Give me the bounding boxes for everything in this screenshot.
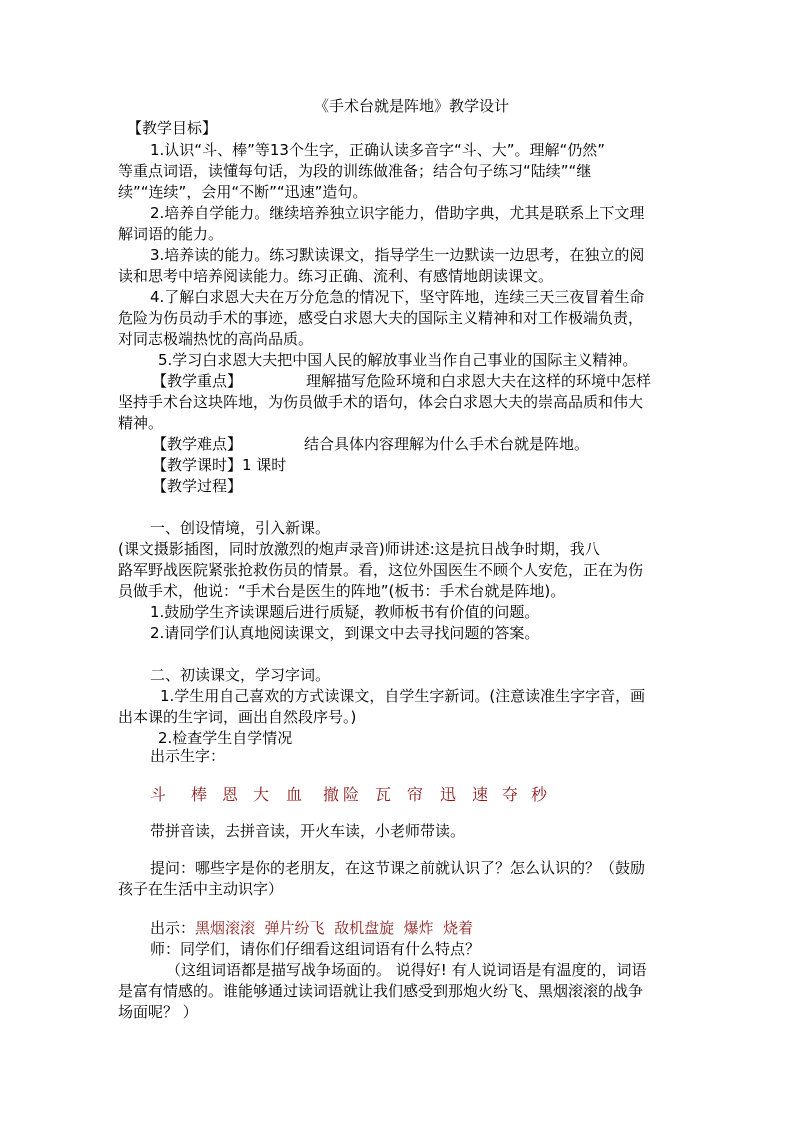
section-2-title: 二、初读课文，学习字词。	[150, 666, 331, 684]
teacher-line-2: （这组词语都是描写战争场面的。 说得好! 有人说词语是有温度的，词语	[166, 961, 647, 979]
section-1-line-2: 路军野战医院紧张抢救伤员的情景。看，这位外国医生不顾个人安危，正在为伤	[118, 561, 644, 579]
key-line-2: 坚持手术台这块阵地，为伤员做手术的语句，体会白求恩大夫的崇高品质和伟大	[118, 393, 644, 411]
show-label: 出示：	[150, 919, 196, 937]
char: 瓦	[375, 785, 392, 804]
page-title: 《手术台就是阵地》教学设计	[314, 97, 510, 115]
goal-3-line-2: 读和思考中培养阅读能力。练习正确、流利、有感情地朗读课文。	[118, 267, 554, 285]
section-2-line-3: 2.检查学生自学情况	[158, 729, 293, 747]
goal-3-line-1: 3.培养读的能力。练习默读课文，指导学生一边默读一边思考，在独立的阅	[150, 246, 645, 264]
char: 帘	[407, 785, 424, 804]
char: 秒	[531, 785, 548, 804]
goal-2-line-2: 解词语的能力。	[118, 225, 224, 243]
char: 迅	[440, 785, 457, 804]
char: 速	[472, 785, 489, 804]
char: 斗	[150, 785, 167, 804]
char: 夺	[502, 785, 519, 804]
section-1-line-3: 员做手术，他说：“手术台是医生的阵地”(板书：手术台就是阵地)。	[118, 582, 566, 600]
goal-4-line-1: 4.了解白求恩大夫在万分危急的情况下，坚守阵地，连续三天三夜冒着生命	[150, 288, 645, 306]
teacher-line-1: 师：同学们，请你们仔细看这组词语有什么特点？	[150, 940, 481, 958]
teacher-line-3: 是富有情感的。谁能够通过读词语就让我们感受到那炮火纷飞、黑烟滚滚的战争	[118, 982, 644, 1000]
goal-5-line-1: 5.学习白求恩大夫把中国人民的解放事业当作自己事业的国际主义精神。	[158, 351, 638, 369]
word-list: 黑烟滚滚 弹片纷飞 敌机盘旋 爆炸 烧着	[195, 919, 474, 937]
goal-4-line-2: 危险为伤员动手术的事迹，感受白求恩大夫的国际主义精神和对工作极端负责，	[118, 309, 644, 327]
goal-2-line-1: 2.培养自学能力。继续培养独立识字能力，借助字典，尤其是联系上下文理	[150, 204, 645, 222]
goal-1-line-1: 1.认识“斗、棒”等13个生字，正确认读多音字“斗、大”。理解“仍然”	[150, 141, 606, 159]
section-2-line-2: 出本课的生字词，画出自然段序号。)	[118, 708, 357, 726]
char: 撤	[323, 785, 340, 804]
difficulty-heading: 【教学难点】	[152, 435, 243, 453]
char: 棒	[191, 785, 208, 804]
words-line	[150, 918, 473, 939]
goal-4-line-3: 对同志极端热忱的高尚品质。	[118, 330, 314, 348]
process-heading: 【教学过程】	[152, 477, 243, 495]
reading-methods: 带拼音读，去拼音读，开火车读，小老师带读。	[150, 822, 466, 840]
section-2-line-1: 1.学生用自己喜欢的方式读课文，自学生字新词。(注意读准生字字音，画	[160, 687, 646, 705]
hours-line: 【教学课时】1 课时	[152, 456, 287, 474]
char: 大	[253, 785, 270, 804]
goal-1-line-2: 等重点词语，读懂每句话，为段的训练做准备；结合句子练习“陆续”“继	[118, 162, 592, 180]
goals-heading: 【教学目标】	[127, 119, 218, 137]
char: 险	[343, 785, 360, 804]
section-1-line-1: (课文摄影插图，同时放激烈的炮声录音)师讲述:这是抗日战争时期，我八	[118, 540, 600, 558]
key-line-3: 精神。	[118, 414, 164, 432]
char: 恩	[222, 785, 239, 804]
section-1-title: 一、创设情境，引入新课。	[150, 519, 331, 537]
key-heading: 【教学重点】	[152, 372, 243, 390]
key-line-1: 理解描写危险环境和白求恩大夫在这样的环境中怎样	[306, 372, 652, 390]
goal-1-line-3: 续”“连续”，会用“不断”“迅速”造句。	[118, 183, 368, 201]
question-line-2: 孩子在生活中主动识字）	[118, 880, 284, 898]
teacher-line-4: 场面呢？ ）	[118, 1003, 198, 1021]
difficulty-text: 结合具体内容理解为什么手术台就是阵地。	[304, 435, 590, 453]
section-2-line-4: 出示生字：	[150, 747, 226, 765]
question-line-1: 提问：哪些字是你的老朋友，在这节课之前就认识了？怎么认识的？（鼓励	[150, 859, 646, 877]
section-1-line-4: 1.鼓励学生齐读课题后进行质疑，教师板书有价值的问题。	[150, 603, 540, 621]
section-1-line-5: 2.请同学们认真地阅读课文，到课文中去寻找问题的答案。	[150, 624, 540, 642]
char: 血	[286, 785, 303, 804]
